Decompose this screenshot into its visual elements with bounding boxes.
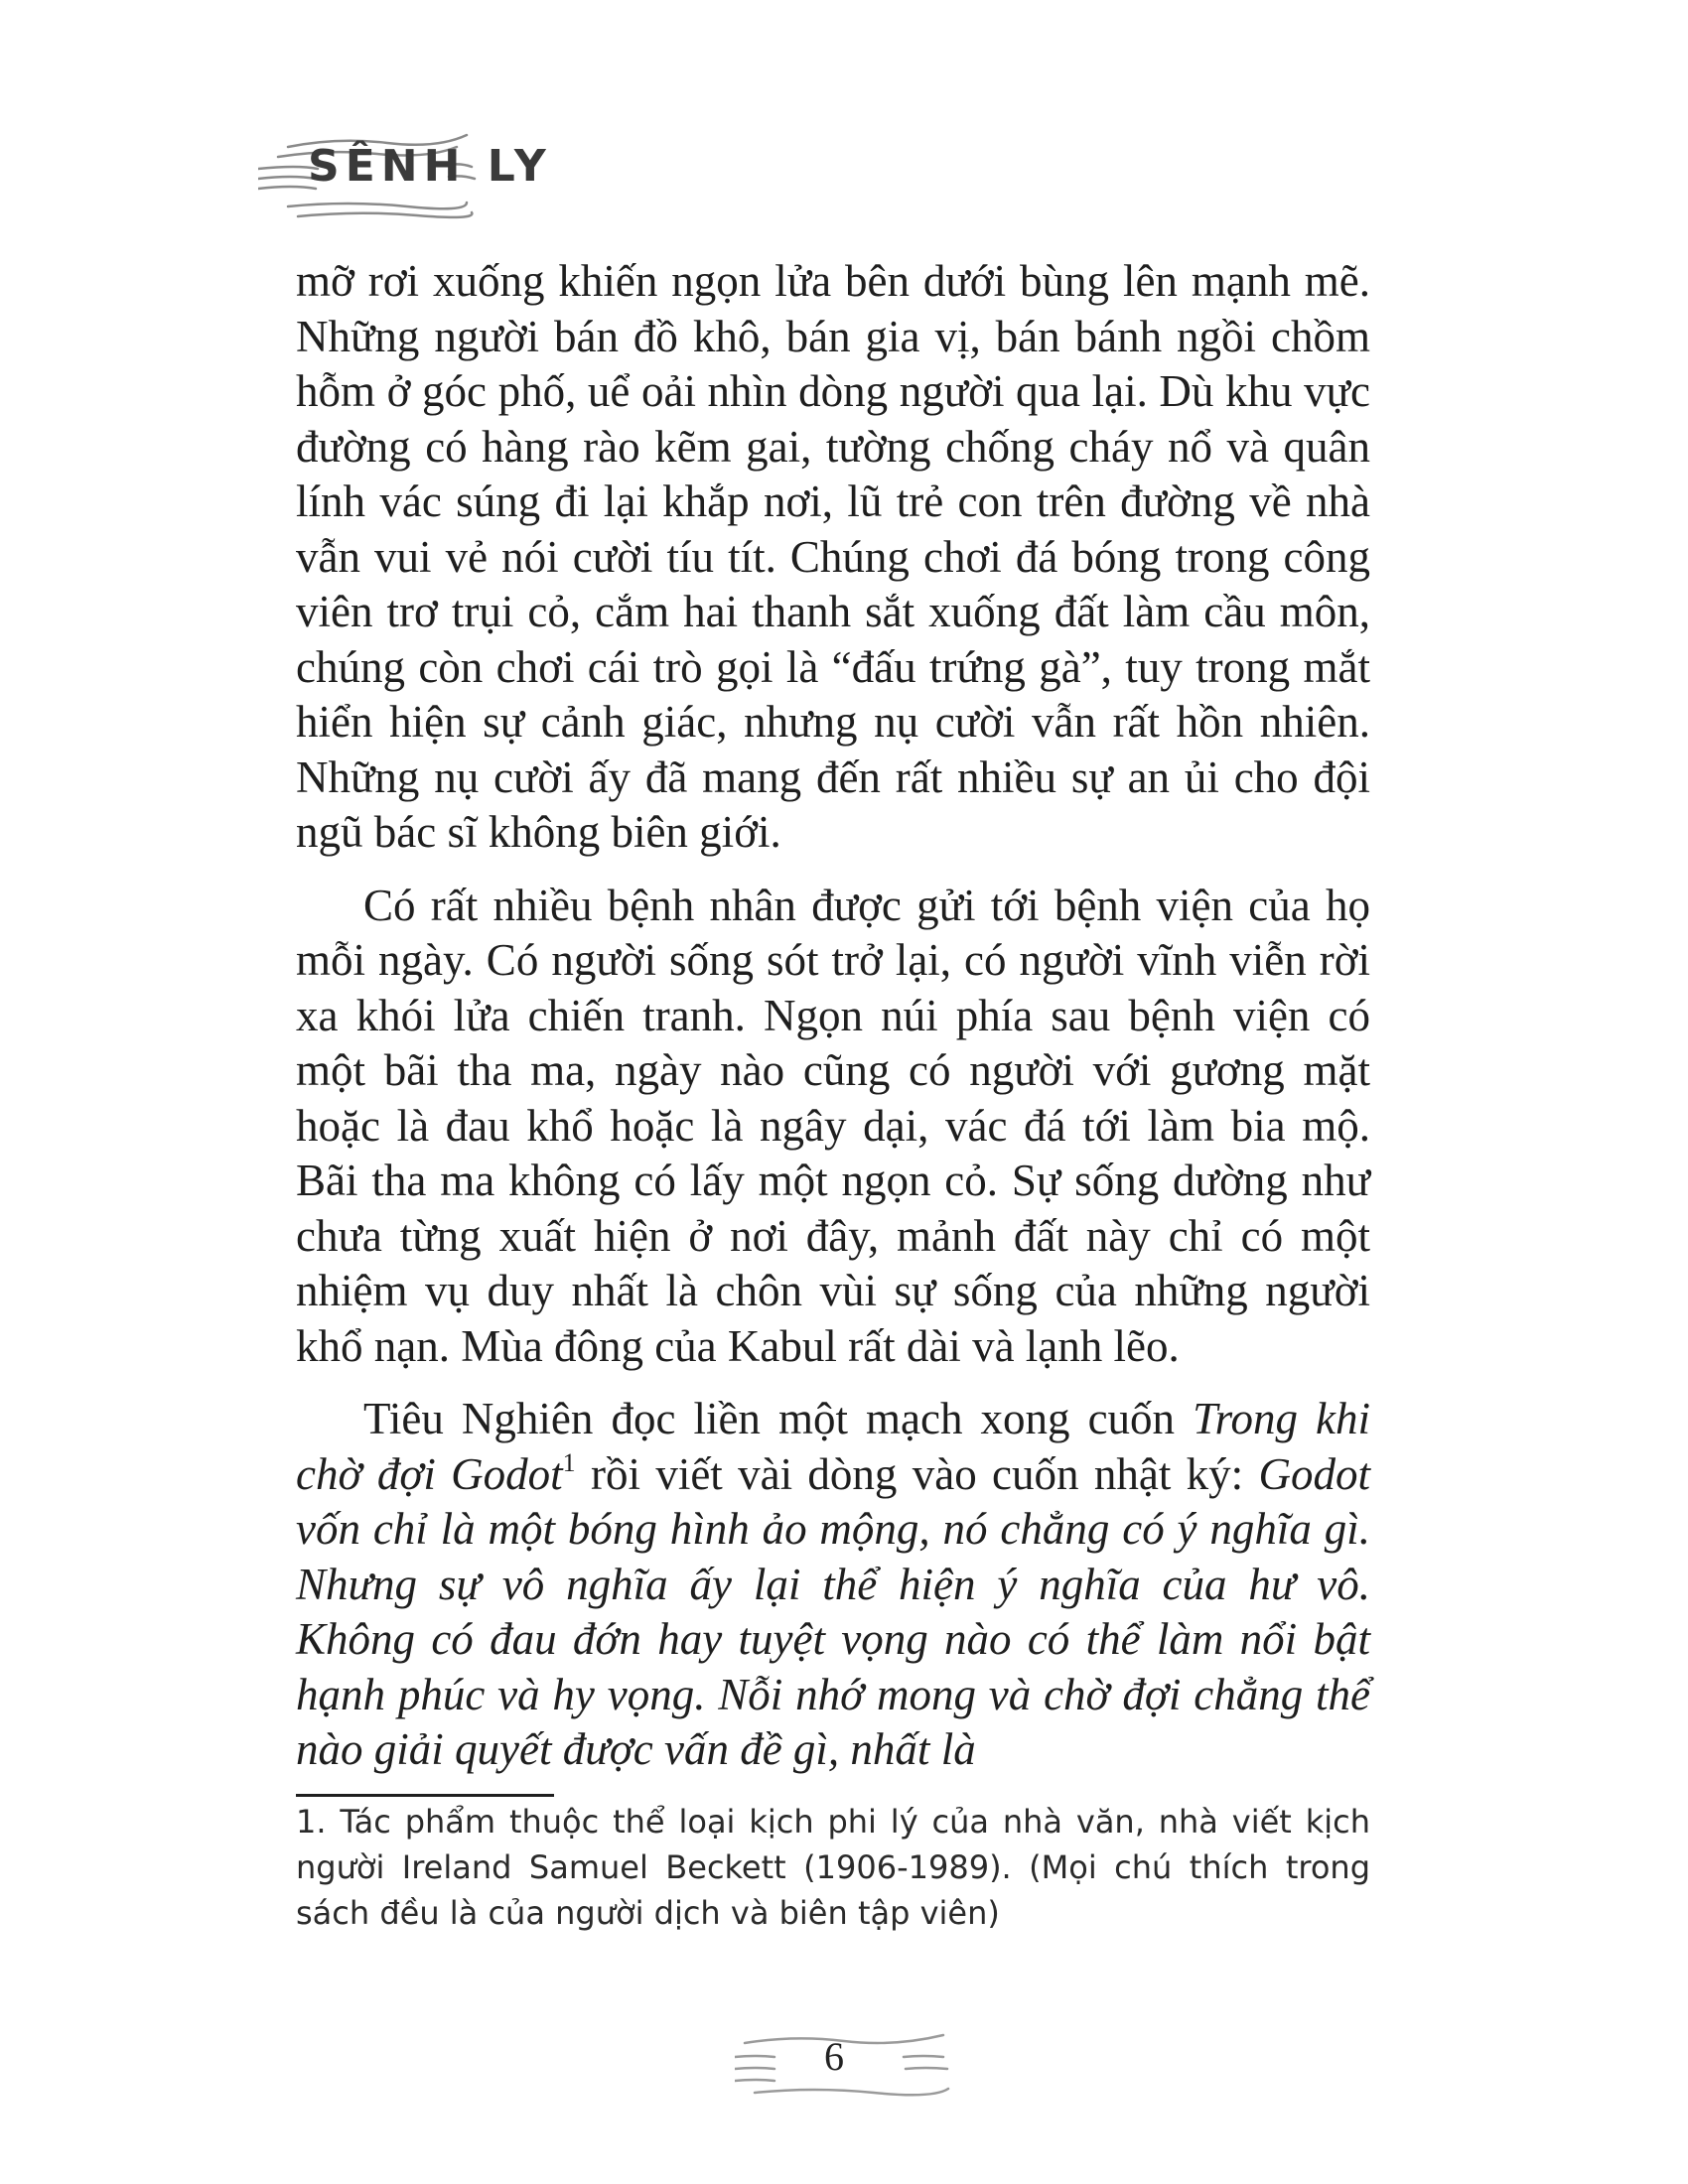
running-title: SÊNH LY: [308, 141, 552, 192]
paragraph-lead: Tiêu Nghiên đọc liền một mạch xong cuốn: [363, 1394, 1194, 1443]
diary-entry: Godot vốn chỉ là một bóng hình ảo mộng, nó chẳng có ý nghĩa gì. Nhưng sự vô nghĩa ấy lại thể hiện ý nghĩa của hư vô. Không có đau đớn hay tuyệt vọng nào có thể làm nổi bật hạnh phúc và hy vọng. Nỗi nhớ mong và chờ đợi chẳng thể nào giải quyết được vấn đề gì, nhất là: [296, 1448, 1370, 1774]
book-title: Trong khi chờ đợi Godot: [296, 1394, 1370, 1499]
paragraph: Có rất nhiều bệnh nhân được gửi tới bệnh viện của họ mỗi ngày. Có người sống sót trở lại, có người vĩnh viễn rời xa khói lửa chiến tranh. Ngọn núi phía sau bệnh viện có một bãi tha ma, ngày nào cũng có người với gương mặt hoặc là đau khổ hoặc là ngây dại, vác đá tới làm bia mộ. Bãi tha ma không có lấy một ngọn cỏ. Sự sống dường như chưa từng xuất hiện ở nơi đây, mảnh đất này chỉ có một nhiệm vụ duy nhất là chôn vùi sự sống của những người khổ nạn. Mùa đông của Kabul rất dài và lạnh lẽo.: [296, 880, 1370, 1371]
footnote-divider: [296, 1794, 554, 1797]
page-number: 6: [824, 2034, 844, 2079]
footnote-marker: 1: [562, 1447, 576, 1477]
body-text: [296, 254, 1370, 1778]
footnote: 1. Tác phẩm thuộc thể loại kịch phi lý của nhà văn, nhà viết kịch người Ireland Samuel Beckett (1906-1989). (Mọi chú thích trong sách đều là của người dịch và biên tập viên): [296, 1803, 1370, 1932]
paragraph: mỡ rơi xuống khiến ngọn lửa bên dưới bùng lên mạnh mẽ. Những người bán đồ khô, bán gia vị, bán bánh ngồi chồm hỗm ở góc phố, uể oải nhìn dòng người qua lại. Dù khu vực đường có hàng rào kẽm gai, tường chống cháy nổ và quân lính vác súng đi lại khắp nơi, lũ trẻ con trên đường về nhà vẫn vui vẻ nói cười tíu tít. Chúng chơi đá bóng trong công viên trơ trụi cỏ, cắm hai thanh sắt xuống đất làm cầu môn, chúng còn chơi cái trò gọi là “đấu trứng gà”, tuy trong mắt hiển hiện sự cảnh giác, nhưng nụ cười vẫn rất hồn nhiên. Những nụ cười ấy đã mang đến rất nhiều sự an ủi cho đội ngũ bác sĩ không biên giới.: [296, 256, 1370, 857]
paragraph: [296, 1392, 1370, 1778]
paragraph-middle: rồi viết vài dòng vào cuốn nhật ký:: [575, 1448, 1259, 1499]
